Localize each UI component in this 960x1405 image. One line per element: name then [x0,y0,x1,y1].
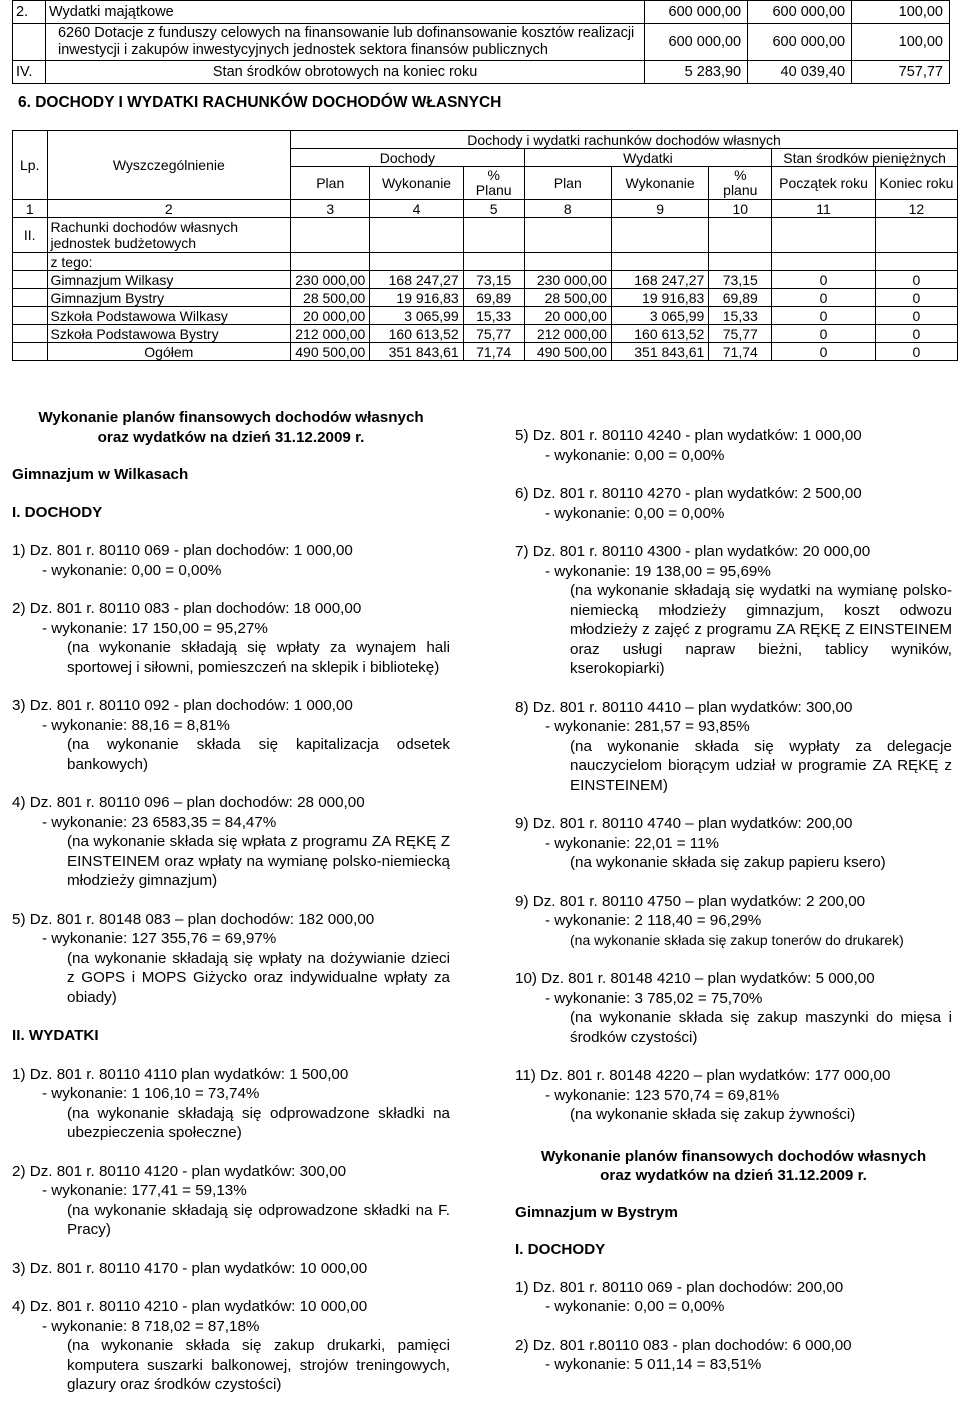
start-cell: 0 [772,325,876,343]
list-item: (na wykonanie składa się wypłaty za delegacje nauczycielom biorącym udział w programie ZA RĘKĘ z EINSTEINEM) [570,737,952,794]
list-item: (na wykonanie składają się wpłaty na dożywianie dzieci z GOPS i MOPS Giżycko oraz indywidualne wpłaty za obiady) [67,949,450,1006]
name-cell: Ogółem [47,343,291,361]
report-subtitle: oraz wydatków na dzień 31.12.2009 r. [600,1167,867,1184]
table-row [13,271,958,289]
list-item: - wykonanie: 1 106,10 = 73,74% [42,1085,260,1102]
name-cell: Szkoła Podstawowa Wilkasy [47,307,291,325]
name-cell: Wydatki majątkowe [45,1,644,24]
wykonanie-cell: 3 065,99 [370,307,463,325]
plan-cell: 490 500,00 [291,343,370,361]
wykonanie-header: Wykonanie [611,167,708,200]
lp-cell: IV. [13,61,46,84]
plan-cell: 230 000,00 [524,271,611,289]
list-item: 6) Dz. 801 r. 80110 4270 - plan wydatków: 2 500,00 [515,485,862,502]
list-item: - wykonanie: 8 718,02 = 87,18% [42,1317,260,1335]
plan-header: Plan [291,167,370,200]
wyszczegolnienie-header: Wyszczególnienie [47,131,291,200]
school-name: Gimnazjum w Bystrym [515,1203,678,1221]
group-header: Dochody i wydatki rachunków dochodów własnych [291,131,958,149]
dochody-header: Dochody [291,149,525,167]
percent-label: planu [723,182,758,198]
lp-cell: II. [13,218,48,253]
col-number: 1 [13,200,48,218]
list-item: 5) Dz. 801 r. 80148 083 – plan dochodów: 182 000,00 [12,910,375,928]
wykonanie-cell: 168 247,27 [611,271,708,289]
start-cell: 0 [772,289,876,307]
name-cell: Gimnazjum Bystry [47,289,291,307]
report-title: Wykonanie planów finansowych dochodów własnych [38,409,424,426]
list-item: - wykonanie: 0,00 = 0,00% [545,504,725,522]
percent-cell: 73,15 [709,271,772,289]
end-cell: 0 [875,307,957,325]
list-item: 1) Dz. 801 r. 80110 069 - plan dochodów: 1 000,00 [12,542,353,559]
percent-cell: 15,33 [709,307,772,325]
percent-header [709,167,772,200]
percent-cell: 757,77 [852,61,950,84]
end-cell: 0 [875,271,957,289]
col-number: 11 [772,200,876,218]
wykonanie-cell: 160 613,52 [611,325,708,343]
list-item: 3) Dz. 801 r. 80110 092 - plan dochodów: 1 000,00 [12,697,353,714]
list-item: - wykonanie: 23 6583,35 = 84,47% [42,813,277,831]
table-row [13,218,958,253]
list-item: (na wykonanie składają się odprowadzone składki na ubezpieczenia społeczne) [67,1104,450,1141]
plan-cell: 490 500,00 [524,343,611,361]
col-number: 4 [370,200,463,218]
col-number: 3 [291,200,370,218]
list-item: - wykonanie: 3 785,02 = 75,70% [545,989,763,1007]
list-item: (na wykonanie składają się wydatki na wymianę polsko-niemiecką młodzieży gimnazjum, koszt odwozu młodzieży z zajęć z programu ZA RĘKĘ Z EINSTEINEM oraz usługi napraw bieżni, tablicy wyników, kserokopiarki) [570,582,952,677]
list-item: - wykonanie: 19 138,00 = 95,69% [545,562,771,580]
plan-cell: 600 000,00 [645,1,748,24]
header-row [13,131,958,149]
percent-cell: 69,89 [709,289,772,307]
start-cell: 0 [772,271,876,289]
wykonanie-cell: 168 247,27 [370,271,463,289]
list-item: - wykonanie: 2 118,40 = 96,29% [545,912,762,929]
list-item: (na wykonanie składa się wpłata z programu ZA RĘKĘ Z EINSTEINEM oraz wpłaty na wymianę polsko-niemiecką młodzieży gimnazjum) [67,833,450,889]
wykonanie-cell: 160 613,52 [370,325,463,343]
end-cell: 0 [875,325,957,343]
wykonanie-cell: 351 843,61 [370,343,463,361]
table-row [13,1,950,24]
summary-table-top [12,0,950,84]
percent-header [463,167,524,200]
percent-cell: 100,00 [852,1,950,24]
list-item: - wykonanie: 0,00 = 0,00% [545,446,725,464]
list-item: - wykonanie: 5 011,14 = 83,51% [545,1356,762,1373]
right-column [515,426,952,1375]
list-item: 1) Dz. 801 r. 80110 4110 plan wydatków: 1 500,00 [12,1065,349,1083]
stan-header: Stan środków pieniężnych [772,149,958,167]
table-row [13,253,958,271]
list-item: 9) Dz. 801 r. 80110 4750 – plan wydatków: 2 200,00 [515,892,866,910]
section-heading: 6. DOCHODY I WYDATKI RACHUNKÓW DOCHODÓW WŁASNYCH [18,94,502,111]
name-cell: Stan środków obrotowych na koniec roku [45,61,644,84]
plan-cell: 20 000,00 [291,307,370,325]
col-number: 10 [709,200,772,218]
lp-cell: 2. [13,1,46,24]
wykonanie-cell: 351 843,61 [611,343,708,361]
list-item: 2) Dz. 801 r. 80110 083 - plan dochodów: 18 000,00 [12,600,362,617]
section-wydatki: II. WYDATKI [12,1027,99,1044]
left-column [12,408,450,1395]
list-item: 3) Dz. 801 r. 80110 4170 - plan wydatków: 10 000,00 [12,1259,368,1277]
wykonanie-cell: 3 065,99 [611,307,708,325]
percent-label: Planu [475,182,512,198]
list-item: - wykonanie: 0,00 = 0,00% [545,1298,725,1315]
list-item: - wykonanie: 281,57 = 93,85% [545,718,750,735]
col-number: 8 [524,200,611,218]
report-subtitle: oraz wydatków na dzień 31.12.2009 r. [97,428,365,446]
wykonanie-cell: 40 039,40 [748,61,852,84]
list-item: (na wykonanie składa się kapitalizacja odsetek bankowych) [67,736,450,773]
list-item: - wykonanie: 88,16 = 8,81% [42,716,230,734]
percent-cell: 69,89 [463,289,524,307]
end-cell: 0 [875,343,957,361]
table-row [13,24,950,61]
list-item: - wykonanie: 127 355,76 = 69,97% [42,930,277,947]
list-item: 10) Dz. 801 r. 80148 4210 – plan wydatków: 5 000,00 [515,970,875,987]
table-row [13,289,958,307]
start-cell: 0 [772,343,876,361]
end-cell: 0 [875,289,957,307]
list-item: 4) Dz. 801 r. 80110 4210 - plan wydatków: 10 000,00 [12,1298,368,1315]
wykonanie-cell: 600 000,00 [748,24,852,61]
col-number: 2 [47,200,291,218]
list-item: (na wykonanie składa się zakup maszynki do mięsa i środków czystości) [570,1009,952,1046]
list-item: (na wykonanie składa się zakup drukarki, pamięci komputera suszarki balkonowej, strojów treningowych, glazury oraz środków czystości) [67,1337,450,1393]
percent-cell: 75,77 [463,325,524,343]
percent-symbol: % [487,167,500,183]
table-row [13,307,958,325]
percent-cell: 71,74 [463,343,524,361]
list-item: 2) Dz. 801 r. 80110 4120 - plan wydatków: 300,00 [12,1162,347,1180]
list-item: (na wykonanie składają się wpłaty za wynajem hali sportowej i siłowni, pomieszczeń na sklepik i bibliotekę) [67,639,450,676]
list-item: (na wykonanie składa się zakup papieru ksero) [570,854,886,871]
section-dochody: I. DOCHODY [12,503,103,521]
name-cell: Gimnazjum Wilkasy [47,271,291,289]
percent-cell: 73,15 [463,271,524,289]
section-dochody: I. DOCHODY [515,1241,606,1258]
wykonanie-header: Wykonanie [370,167,463,200]
lp-cell [13,24,46,61]
percent-cell: 15,33 [463,307,524,325]
list-item: - wykonanie: 177,41 = 59,13% [42,1182,247,1199]
list-item: - wykonanie: 22,01 = 11% [545,834,720,852]
plan-cell: 212 000,00 [291,325,370,343]
list-item: 5) Dz. 801 r. 80110 4240 - plan wydatków: 1 000,00 [515,427,862,444]
plan-cell: 28 500,00 [291,289,370,307]
plan-cell: 20 000,00 [524,307,611,325]
name-cell: z tego: [47,253,291,271]
poczatek-header: Początek roku [772,167,876,200]
percent-cell: 71,74 [709,343,772,361]
koniec-header: Koniec roku [875,167,957,200]
name-cell: Szkoła Podstawowa Bystry [47,325,291,343]
table-row-total [13,343,958,361]
plan-cell: 230 000,00 [291,271,370,289]
wykonanie-cell: 600 000,00 [748,1,852,24]
table-row [13,61,950,84]
percent-cell: 75,77 [709,325,772,343]
name-cell: 6260 Dotacje z funduszy celowych na finansowanie lub dofinansowanie kosztów realizacji inwestycji i zakupów inwestycyjnych jednostek sektora finansów publicznych [45,24,644,61]
col-number: 9 [611,200,708,218]
list-item: 1) Dz. 801 r. 80110 069 - plan dochodów: 200,00 [515,1278,844,1296]
report-title: Wykonanie planów finansowych dochodów własnych [540,1147,927,1165]
start-cell: 0 [772,307,876,325]
list-item: 7) Dz. 801 r. 80110 4300 - plan wydatków: 20 000,00 [515,543,871,560]
plan-cell: 5 283,90 [645,61,748,84]
list-item: (na wykonanie składają się odprowadzone składki na F. Pracy) [67,1201,450,1238]
lp-header: Lp. [13,131,48,200]
name-cell: Rachunki dochodów własnych jednostek budżetowych [47,218,291,253]
list-item: 9) Dz. 801 r. 80110 4740 – plan wydatków: 200,00 [515,815,853,832]
school-name: Gimnazjum w Wilkasach [12,466,189,483]
column-number-row [13,200,958,218]
list-item: 2) Dz. 801 r.80110 083 - plan dochodów: 6 000,00 [515,1336,852,1354]
col-number: 12 [875,200,957,218]
wydatki-header: Wydatki [524,149,772,167]
col-number: 5 [463,200,524,218]
list-item: - wykonanie: 123 570,74 = 69,81% [545,1086,780,1104]
plan-cell: 28 500,00 [524,289,611,307]
percent-symbol: % [734,167,747,183]
list-item: 4) Dz. 801 r. 80110 096 – plan dochodów: 28 000,00 [12,794,365,811]
plan-cell: 212 000,00 [524,325,611,343]
list-item: 8) Dz. 801 r. 80110 4410 – plan wydatków: 300,00 [515,698,853,716]
plan-header: Plan [524,167,611,200]
plan-cell: 600 000,00 [645,24,748,61]
list-item: - wykonanie: 17 150,00 = 95,27% [42,619,268,637]
own-income-table [12,130,958,361]
wykonanie-cell: 19 916,83 [611,289,708,307]
list-item: (na wykonanie składa się zakup żywności) [570,1106,856,1123]
percent-cell: 100,00 [852,24,950,61]
table-row [13,325,958,343]
list-item: (na wykonanie składa się zakup tonerów do drukarek) [570,931,904,948]
list-item: - wykonanie: 0,00 = 0,00% [42,561,222,579]
list-item: 11) Dz. 801 r. 80148 4220 – plan wydatków: 177 000,00 [515,1067,891,1084]
wykonanie-cell: 19 916,83 [370,289,463,307]
